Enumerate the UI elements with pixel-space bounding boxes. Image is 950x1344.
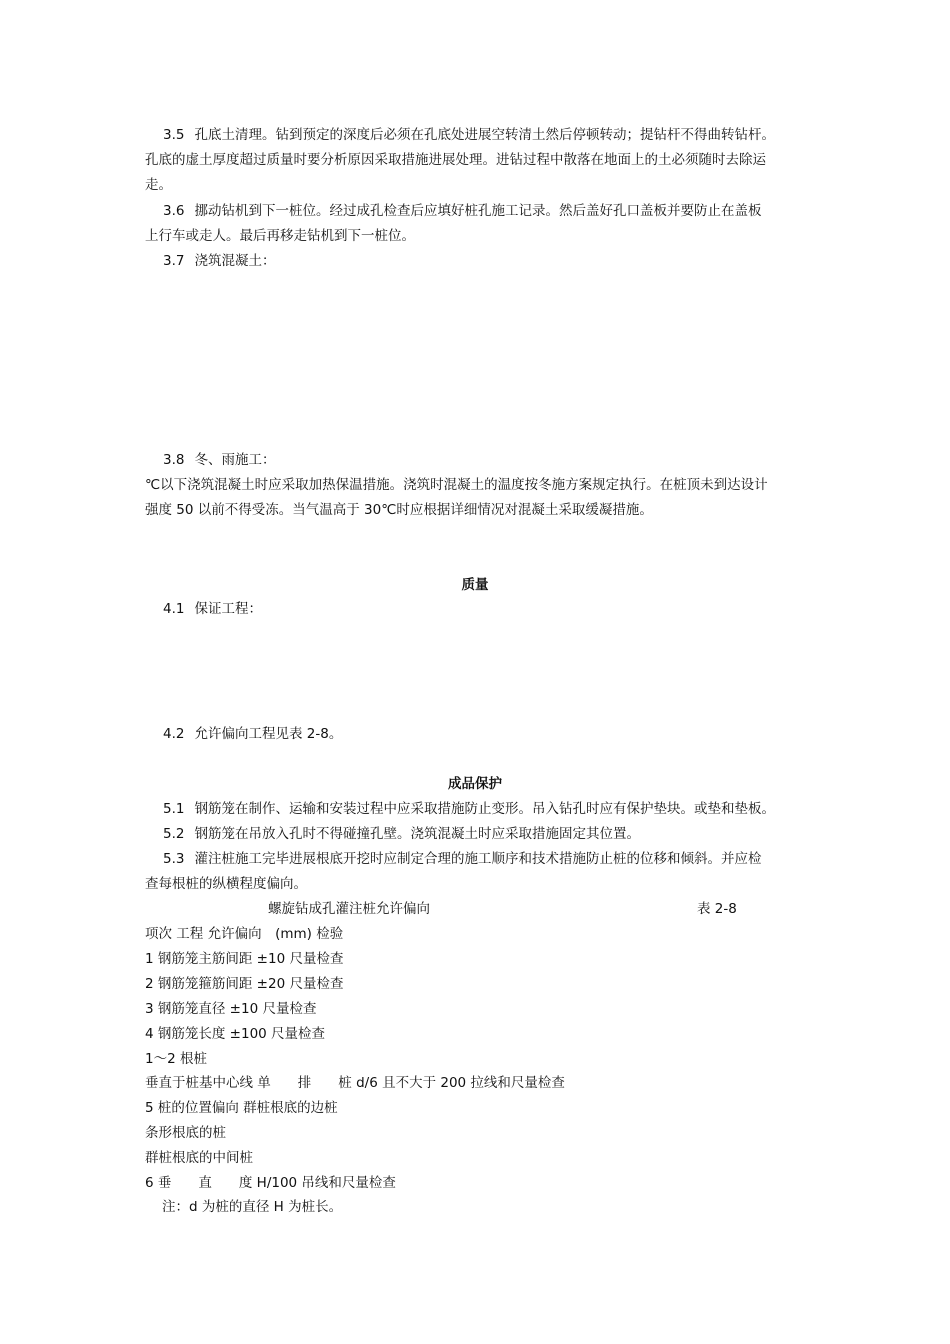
- paragraph-3-6-line-2: 上行车或走人。最后再移走钻机到下一桩位。: [145, 228, 415, 244]
- paragraph-5-3-line-2: 查每根桩的纵横程度偏向。: [145, 876, 307, 892]
- paragraph-3-6-line-1: 3.6 挪动钻机到下一桩位。经过成孔检查后应填好桩孔施工记录。然后盖好孔口盖板并要防止在盖板: [163, 203, 762, 219]
- table-row: 1 钢筋笼主筋间距 ±10 尺量检查: [145, 951, 344, 967]
- table-row: 5 桩的位置偏向 群桩根底的边桩: [145, 1100, 338, 1116]
- paragraph-3-8-heading: 3.8 冬、雨施工：: [163, 452, 276, 468]
- paragraph-3-5-line-2: 孔底的虚土厚度超过质量时要分析原因采取措施进展处理。进钻过程中散落在地面上的土必须随时去除运: [145, 152, 766, 168]
- section-number: 3.7: [163, 253, 185, 269]
- paragraph-3-5-line-3: 走。: [145, 177, 172, 193]
- section-number: 5.1: [163, 801, 185, 817]
- section-number: 3.6: [163, 203, 185, 219]
- table-row: 2 钢筋笼箍筋间距 ±20 尺量检查: [145, 976, 344, 992]
- section-title-quality: 质量: [461, 577, 489, 593]
- paragraph-3-8-line-2: 强度 50 以前不得受冻。当气温高于 30℃时应根据详细情况对混凝土采取缓凝措施。: [145, 502, 653, 518]
- section-number: 4.1: [163, 601, 185, 617]
- table-row: 条形根底的桩: [145, 1125, 226, 1141]
- paragraph-4-2: 4.2 允许偏向工程见表 2-8。: [163, 726, 343, 742]
- section-number: 5.3: [163, 851, 185, 867]
- paragraph-4-1: 4.1 保证工程：: [163, 601, 262, 617]
- paragraph-3-8-line-1: ℃以下浇筑混凝土时应采取加热保温措施。浇筑时混凝土的温度按冬施方案规定执行。在桩顶未到达设计: [145, 477, 768, 493]
- table-note: 注：d 为桩的直径 H 为桩长。: [162, 1199, 343, 1215]
- section-number: 3.8: [163, 452, 185, 468]
- table-number-tag: 表 2-8: [697, 901, 737, 917]
- section-number: 3.5: [163, 127, 185, 143]
- table-row: 4 钢筋笼长度 ±100 尺量检查: [145, 1026, 326, 1042]
- paragraph-5-3-line-1: 5.3 灌注桩施工完毕进展根底开挖时应制定合理的施工顺序和技术措施防止桩的位移和倾斜。并应检: [163, 851, 762, 867]
- section-number: 5.2: [163, 826, 185, 842]
- table-row: 垂直于桩基中心线 单 排 桩 d/6 且不大于 200 拉线和尺量检查: [145, 1075, 565, 1091]
- table-row: 3 钢筋笼直径 ±10 尺量检查: [145, 1001, 317, 1017]
- paragraph-5-1: 5.1 钢筋笼在制作、运输和安装过程中应采取措施防止变形。吊入钻孔时应有保护垫块。或垫和垫板。: [163, 801, 775, 817]
- section-title-protection: 成品保护: [448, 776, 502, 792]
- section-number: 4.2: [163, 726, 185, 742]
- paragraph-3-7: 3.7 浇筑混凝土：: [163, 253, 276, 269]
- paragraph-5-2: 5.2 钢筋笼在吊放入孔时不得碰撞孔壁。浇筑混凝土时应采取措施固定其位置。: [163, 826, 640, 842]
- table-row: 1～2 根桩: [145, 1051, 207, 1067]
- table-row: 项次 工程 允许偏向 (mm) 检验: [145, 926, 344, 942]
- table-caption: 螺旋钻成孔灌注桩允许偏向: [268, 901, 430, 917]
- table-row: 6 垂 直 度 H/100 吊线和尺量检查: [145, 1175, 396, 1191]
- paragraph-3-5-line-1: 3.5 孔底土清理。钻到预定的深度后必须在孔底处进展空转清土然后停顿转动；提钻杆不得曲转钻杆。: [163, 127, 775, 143]
- table-row: 群桩根底的中间桩: [145, 1150, 253, 1166]
